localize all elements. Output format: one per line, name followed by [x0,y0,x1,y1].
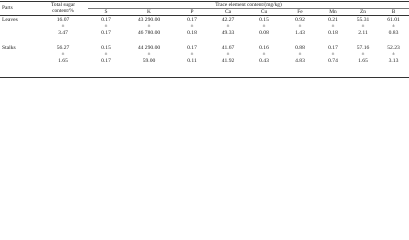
header-sugar-bottom: content/% [52,8,74,14]
table-cell: 57.16 [356,45,370,51]
plus-minus-glyph: ± [262,52,266,57]
header-parts: Parts [2,5,13,11]
plus-minus-glyph: ± [147,24,151,29]
plus-minus-glyph: ± [331,52,335,57]
plus-minus-glyph: ± [147,52,151,57]
table-cell: 55.31 [356,17,370,23]
table-cell: 0.17 [101,30,111,36]
table-cell: 0.16 [259,45,269,51]
plus-minus-glyph: ± [298,52,302,57]
header-rule [0,15,409,16]
header-sugar-top: Total sugar [50,2,76,8]
table-cell: 0.11 [187,58,197,64]
header-trace-group: Trace element content/(mg/kg) [215,2,282,8]
plus-minus-glyph: ± [262,24,266,29]
table-cell: 0.17 [187,45,197,51]
table-cell: 0.15 [101,45,111,51]
plus-minus-glyph: ± [392,24,395,29]
table-cell: 0.17 [187,17,197,23]
plus-minus-glyph: ± [61,52,65,57]
table-cell: 0.88 [295,45,305,51]
table-cell: 41.92 [221,58,235,64]
table-cell: 0.92 [295,17,305,23]
row-part-label: Leaves [2,17,18,23]
table-cell: 0.18 [328,30,338,36]
plus-minus-glyph: ± [361,24,365,29]
table-cell: 49.33 [221,30,235,36]
table-cell: 1.65 [358,58,368,64]
header-element: K [147,9,151,15]
plus-minus-glyph: ± [361,52,365,57]
plus-minus-glyph: ± [104,24,108,29]
table-cell: 16.07 [56,17,70,23]
header-element: S [104,9,108,15]
table-cell: 61.01 [387,17,400,23]
plus-minus-glyph: ± [298,24,302,29]
header-element: Cu [260,9,268,15]
data-table [0,0,409,78]
bottom-rule [0,77,409,78]
table-cell: 1.65 [58,58,68,64]
table-cell: 0.43 [259,58,269,64]
plus-minus-glyph: ± [190,52,194,57]
header-element: B [391,9,396,15]
header-element: P [190,9,194,15]
table-cell: 4.83 [295,58,305,64]
table-cell: 2.11 [358,30,368,36]
plus-minus-glyph: ± [331,24,335,29]
table-cell: 0.18 [187,30,197,36]
header-element: Zn [360,9,366,15]
table-cell: 0.08 [259,30,269,36]
plus-minus-glyph: ± [226,24,230,29]
table-cell: 44 290.00 [137,45,161,51]
table-cell: 41.67 [221,45,235,51]
table-cell: 42.27 [221,17,235,23]
table-cell: 0.83 [388,30,399,36]
table-cell: 0.17 [101,58,111,64]
table-cell: 1.43 [295,30,305,36]
header-element: Ca [225,9,231,15]
table-cell: 0.15 [259,17,269,23]
plus-minus-glyph: ± [392,52,395,57]
table-cell: 3.47 [58,30,68,36]
table-cell: 52.23 [387,45,400,51]
table-cell: 56.27 [56,45,70,51]
table-cell: 3.13 [388,58,399,64]
table-cell: 0.74 [328,58,338,64]
table-cell: 0.17 [101,17,111,23]
table-cell: 59.00 [142,58,156,64]
row-part-label: Stalks [2,45,16,51]
table-cell: 46 780.00 [137,30,161,36]
header-element: Fe [297,9,303,15]
plus-minus-glyph: ± [104,52,108,57]
table-cell: 43 290.00 [137,17,161,23]
plus-minus-glyph: ± [61,24,65,29]
header-element: Mn [329,9,337,15]
table-cell: 0.21 [328,17,338,23]
plus-minus-glyph: ± [226,52,230,57]
plus-minus-glyph: ± [190,24,194,29]
table-cell: 0.17 [328,45,338,51]
